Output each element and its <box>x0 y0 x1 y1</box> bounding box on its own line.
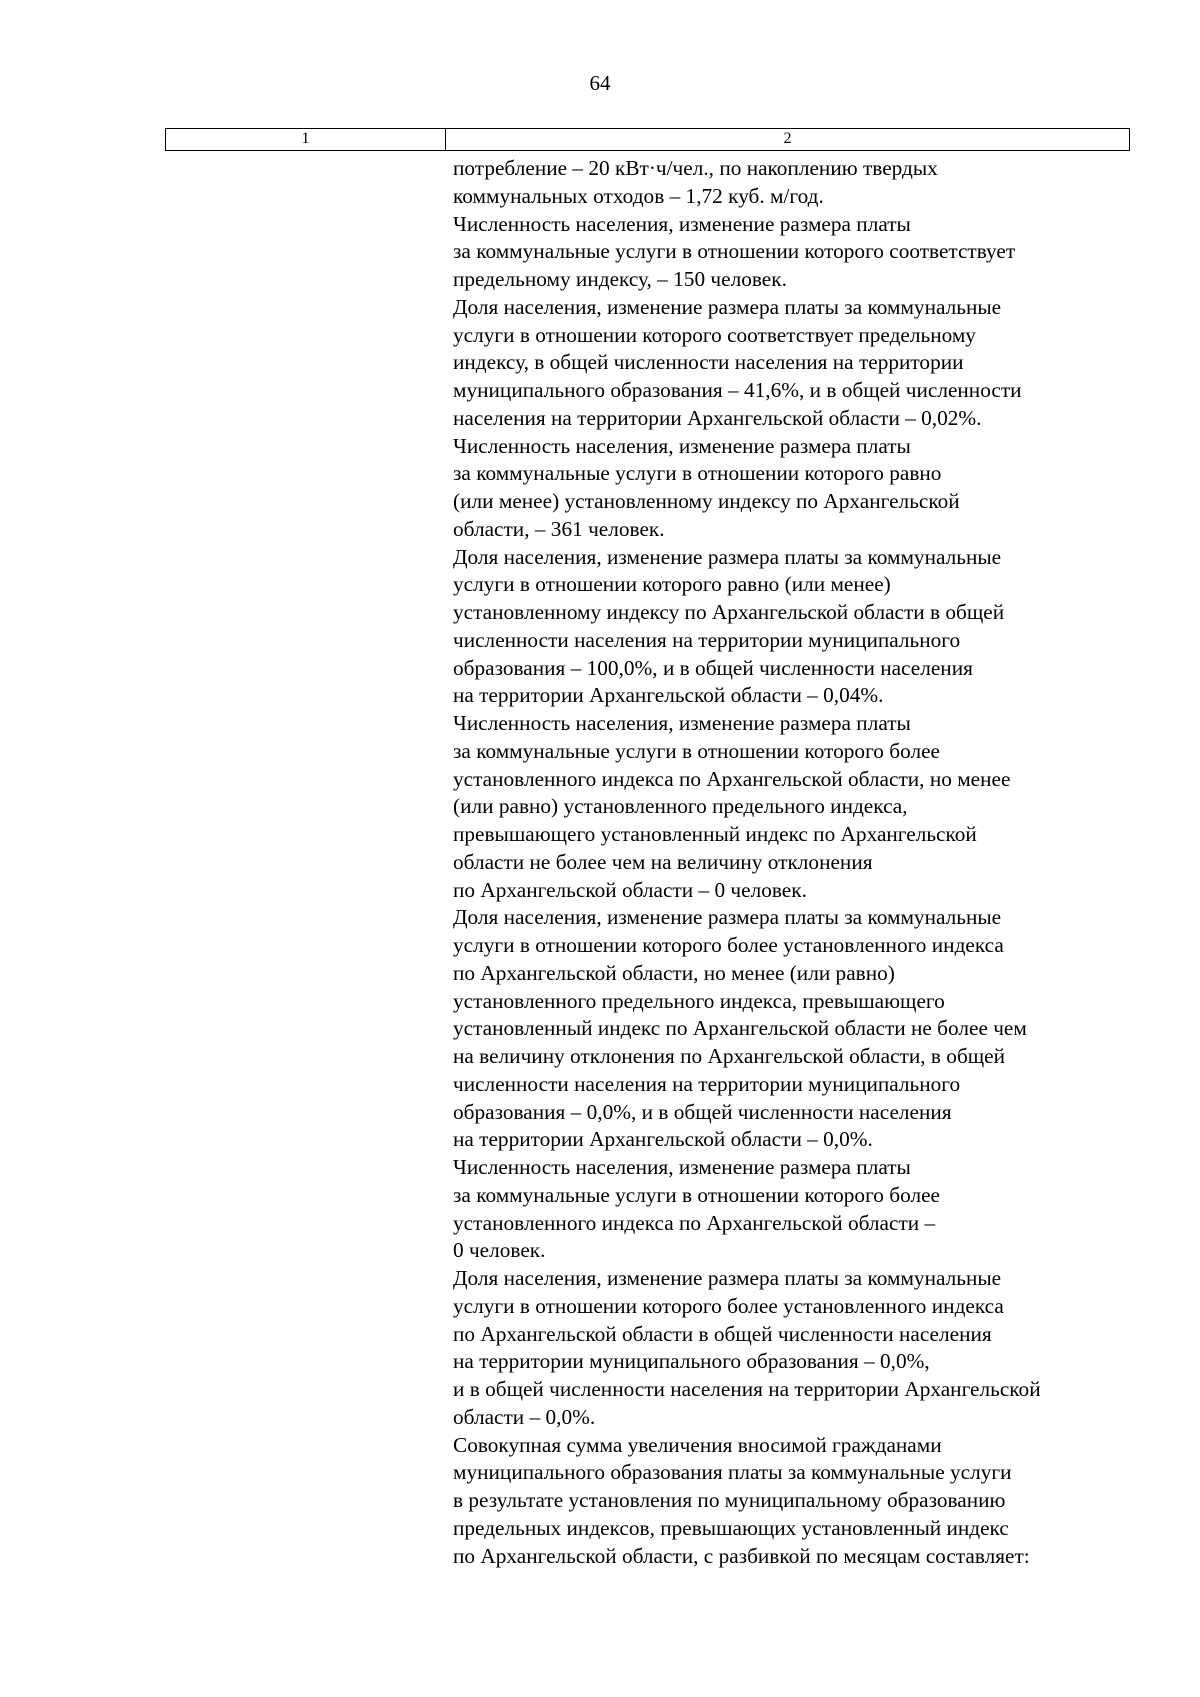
text-line: услуги в отношении которого более установленного индекса <box>453 1293 1004 1318</box>
text-line: образования – 0,0%, и в общей численности населения <box>453 1099 952 1124</box>
text-line: на территории Архангельской области – 0,04%. <box>453 683 884 708</box>
text-line: установленного индекса по Архангельской области – <box>453 1210 936 1235</box>
text-line: услуги в отношении которого более установленного индекса <box>453 933 1004 957</box>
text-line: за коммунальные услуги в отношении которого более <box>453 1182 940 1207</box>
text-line: Совокупная сумма увеличения вносимой гражданами <box>453 1432 942 1457</box>
text-line: области – 0,0%. <box>453 1404 596 1429</box>
text-line: Доля населения, изменение размера платы за коммунальные <box>453 905 1002 930</box>
text-line: на территории муниципального образования – 0,0%, <box>453 1349 930 1374</box>
text-line: (или равно) установленного предельного индекса, <box>453 794 908 819</box>
table-header-column-2: 2 <box>783 130 792 147</box>
text-line: по Архангельской области в общей численности населения <box>453 1321 992 1346</box>
text-line: и в общей численности населения на территории Архангельской <box>453 1377 1041 1401</box>
text-line: потребление – 20 кВт·ч/чел., по накоплению твердых <box>453 156 938 180</box>
text-line: по Архангельской области, с разбивкой по месяцам составляет: <box>453 1543 1030 1568</box>
text-line: по Архангельской области – 0 человек. <box>453 877 807 902</box>
text-line: услуги в отношении которого соответствует предельному <box>453 322 976 347</box>
text-line: за коммунальные услуги в отношении которого более <box>453 738 940 763</box>
text-line: коммунальных отходов – 1,72 куб. м/год. <box>453 183 824 208</box>
text-line: Доля населения, изменение размера платы за коммунальные <box>453 544 1002 569</box>
table-cell-column-2-text <box>453 155 1143 1570</box>
text-line: на территории Архангельской области – 0,0%. <box>453 1127 873 1152</box>
text-line: установленному индексу по Архангельской области в общей <box>453 600 1005 624</box>
text-line: по Архангельской области, но менее (или равно) <box>453 960 895 985</box>
text-line: Численность населения, изменение размера платы <box>453 433 911 458</box>
text-line: предельному индексу, – 150 человек. <box>453 267 787 291</box>
text-line: Численность населения, изменение размера платы <box>453 1155 911 1179</box>
text-line: населения на территории Архангельской области – 0,02%. <box>453 405 982 430</box>
text-line: индексу, в общей численности населения на территории <box>453 350 964 375</box>
text-line: области не более чем на величину отклонения <box>453 849 873 874</box>
table-header-row <box>165 128 1130 151</box>
page-number: 64 <box>589 71 611 95</box>
text-line: за коммунальные услуги в отношении которого соответствует <box>453 239 1016 264</box>
text-line: Доля населения, изменение размера платы за коммунальные <box>453 1266 1002 1290</box>
text-line: численности населения на территории муниципального <box>453 1071 961 1096</box>
text-line: в результате установления по муниципальному образованию <box>453 1488 1006 1512</box>
text-line: установленного индекса по Архангельской области, но менее <box>453 766 1011 791</box>
text-line: образования – 100,0%, и в общей численности населения <box>453 655 973 680</box>
text-line: установленный индекс по Архангельской области не более чем <box>453 1016 1027 1041</box>
text-line: предельных индексов, превышающих установленный индекс <box>453 1515 1009 1540</box>
text-line: установленного предельного индекса, превышающего <box>453 988 945 1013</box>
text-line: 0 человек. <box>453 1238 546 1263</box>
text-line: муниципального образования – 41,6%, и в общей численности <box>453 378 1022 402</box>
table-header-column-1: 1 <box>166 129 446 150</box>
text-line: численности населения на территории муниципального <box>453 627 961 652</box>
text-line: превышающего установленный индекс по Архангельской <box>453 822 977 846</box>
text-line: Численность населения, изменение размера платы <box>453 211 911 236</box>
text-line: услуги в отношении которого равно (или менее) <box>453 572 891 597</box>
text-line: области, – 361 человек. <box>453 516 665 541</box>
text-line: (или менее) установленному индексу по Архангельской <box>453 489 960 513</box>
text-line: на величину отклонения по Архангельской области, в общей <box>453 1044 1006 1068</box>
text-line: муниципального образования платы за коммунальные услуги <box>453 1460 1012 1485</box>
text-line: Численность населения, изменение размера платы <box>453 711 911 735</box>
text-line: Доля населения, изменение размера платы за коммунальные <box>453 294 1002 319</box>
text-line: за коммунальные услуги в отношении которого равно <box>453 461 942 486</box>
